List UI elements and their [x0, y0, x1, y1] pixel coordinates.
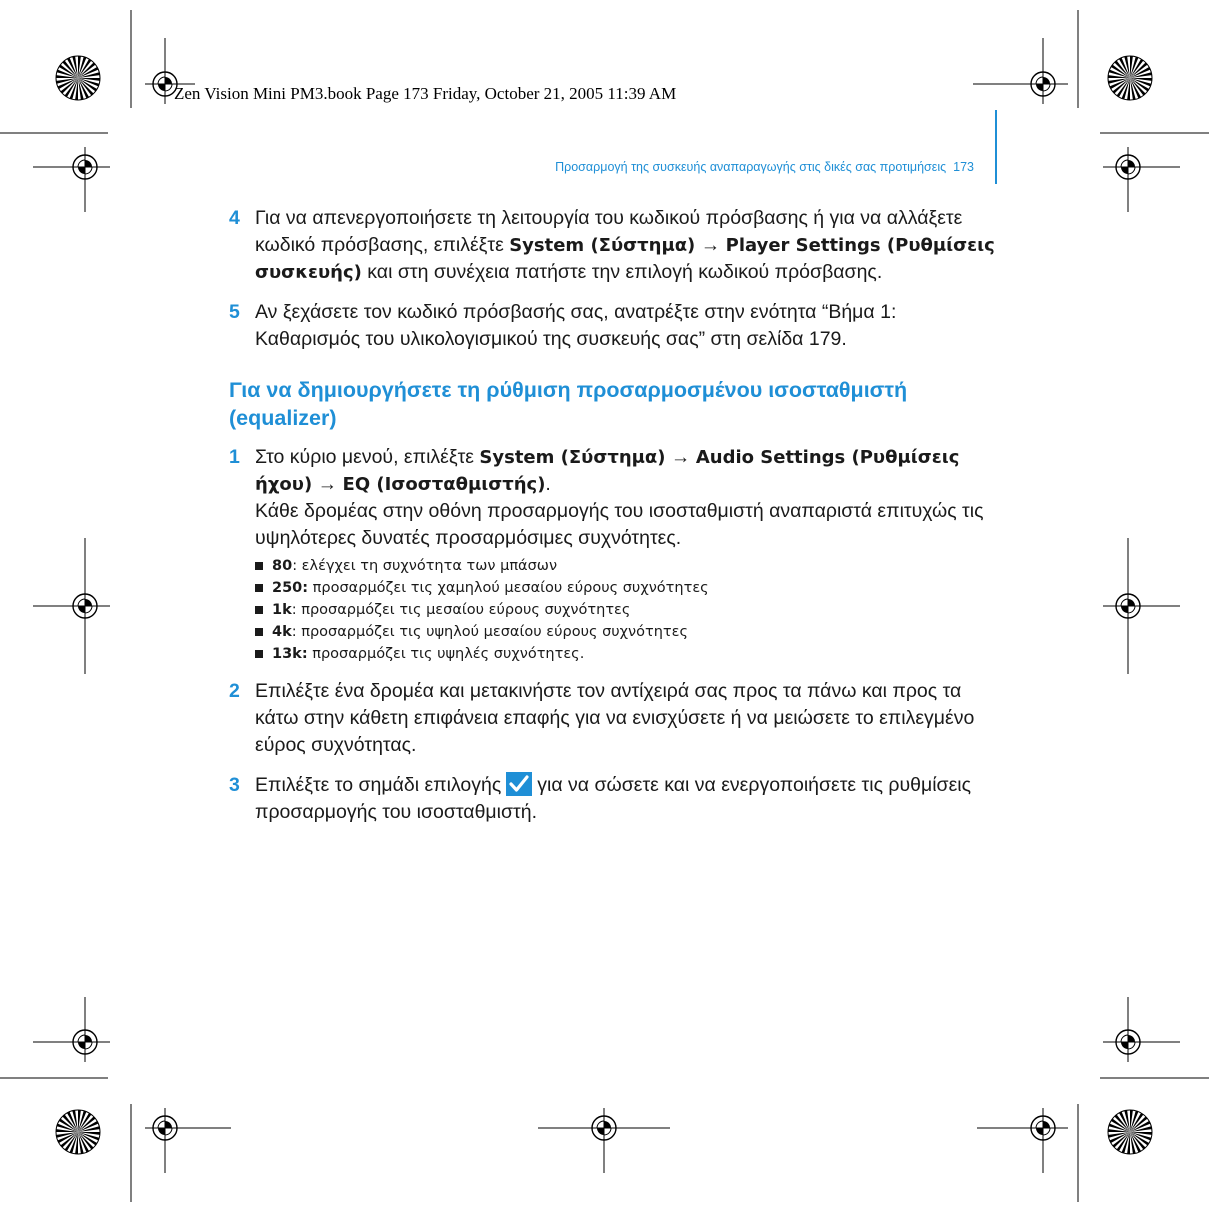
registration-mark-outline — [1121, 599, 1128, 606]
registration-mark-fill — [158, 1128, 165, 1135]
registration-mark-outline — [597, 1121, 604, 1128]
list-item — [255, 599, 999, 621]
page-number: 173 — [953, 160, 974, 174]
registration-mark-fill — [158, 84, 165, 91]
registration-mark-fill — [165, 77, 172, 84]
frequency-term: 80 — [272, 558, 293, 574]
registration-mark-fill — [1128, 1035, 1135, 1042]
registration-mark-fill — [604, 1121, 611, 1128]
registration-mark-fill — [1036, 84, 1043, 91]
step-text: Επιλέξτε ένα δρομέα και μετακινήστε τον αντίχειρά σας προς τα πάνω και προς τα κάτω στην κάθετη επιφάνεια επαφής για να ενισχύσετε ή να μειώσετε το επιλεγμένο εύρος συχνότητας. — [255, 680, 975, 756]
registration-mark-outline — [78, 160, 85, 167]
step-text: Αν ξεχάσετε τον κωδικό πρόσβασής σας, ανατρέξτε στην ενότητα “Βήμα 1: Καθαρισμός του υλικολογισμικού της συσκευής σας” στη σελίδα 179. — [255, 301, 897, 350]
text-run: Για να απενεργοποιήσετε τη λειτουργία του κωδικού πρόσβασης ή για να αλλάξετε κωδικό πρόσβασης, επιλέξτε — [255, 207, 963, 256]
registration-mark-outline — [604, 1128, 611, 1135]
registration-mark-fill — [78, 606, 85, 613]
menu-path-system: System (Σύστημα) — [509, 235, 696, 256]
registration-mark-outline — [85, 606, 92, 613]
registration-mark-fill — [1128, 599, 1135, 606]
eq-step-3 — [229, 772, 999, 826]
registration-mark-fill — [1121, 1042, 1128, 1049]
registration-mark-outline — [1036, 77, 1043, 84]
page-content — [229, 205, 999, 839]
registration-mark-fill — [85, 599, 92, 606]
frequency-desc: : ελέγχει τη συχνότητα των μπάσων — [292, 558, 558, 574]
registration-mark-outline — [78, 599, 85, 606]
step-text — [255, 205, 999, 286]
registration-mark-fill — [597, 1128, 604, 1135]
frequency-desc: : προσαρμόζει τις υψηλού μεσαίου εύρους συχνότητες — [291, 624, 688, 640]
text-run: και στη συνέχεια πατήστε την επιλογή κωδικού πρόσβασης. — [361, 261, 883, 283]
menu-path-eq: EQ (Ισοσταθμιστής) — [342, 474, 546, 495]
eq-step-2 — [229, 678, 999, 759]
registration-mark-fill — [85, 1035, 92, 1042]
menu-path-player-settings: Player Settings (Ρυθμίσεις συσκευής) — [255, 235, 995, 283]
list-item — [255, 621, 999, 643]
step-description: Κάθε δρομέας στην οθόνη προσαρμογής του ισοσταθμιστή αναπαριστά επιτυχώς τις υψηλότερες δυνατές προσαρμόσιμες συχνότητες. — [255, 500, 984, 549]
registration-mark-outline — [158, 77, 165, 84]
frequency-term: 250: — [272, 580, 309, 596]
text-run: . — [545, 473, 551, 495]
registration-mark-outline — [1128, 606, 1135, 613]
registration-mark-outline — [1128, 167, 1135, 174]
text-run: Επιλέξτε το σημάδι επιλογής — [255, 774, 502, 796]
registration-mark-fill — [1043, 1121, 1050, 1128]
registration-mark-fill — [1043, 77, 1050, 84]
frequency-desc: προσαρμόζει τις χαμηλού μεσαίου εύρους συχνότητες — [308, 580, 709, 596]
registration-mark-outline — [165, 84, 172, 91]
arrow: → — [312, 473, 343, 495]
arrow: → — [665, 446, 696, 468]
registration-mark-fill — [1121, 606, 1128, 613]
registration-mark-fill — [78, 1042, 85, 1049]
registration-mark-outline — [1121, 160, 1128, 167]
step-text — [255, 444, 999, 665]
registration-mark-fill — [85, 160, 92, 167]
registration-mark-fill — [78, 167, 85, 174]
step-instruction — [255, 444, 999, 498]
menu-path-audio-settings: Audio Settings (Ρυθμίσεις ήχου) — [255, 447, 960, 495]
frequency-term: 1k — [272, 602, 292, 618]
registration-mark-outline — [85, 167, 92, 174]
registration-mark-outline — [1043, 1128, 1050, 1135]
list-item — [255, 555, 999, 577]
running-head — [555, 160, 974, 174]
registration-mark-outline — [1036, 1121, 1043, 1128]
registration-mark-fill — [165, 1121, 172, 1128]
step-5 — [229, 299, 999, 353]
frequency-term: 13k: — [272, 646, 308, 662]
menu-path-system: System (Σύστημα) — [479, 447, 666, 468]
step-number: 5 — [229, 301, 240, 323]
step-number: 3 — [229, 774, 240, 796]
registration-mark-outline — [1128, 1042, 1135, 1049]
frequency-desc: προσαρμόζει τις υψηλές συχνότητες. — [307, 646, 585, 662]
running-head-rule — [995, 110, 997, 184]
book-slug: Zen Vision Mini PM3.book Page 173 Friday, October 21, 2005 11:39 AM — [174, 84, 677, 103]
frequency-term: 4k — [272, 624, 292, 640]
text-run: Στο κύριο μενού, επιλέξτε — [255, 446, 480, 468]
step-number: 1 — [229, 446, 240, 468]
registration-mark-fill — [1121, 167, 1128, 174]
running-head-title: Προσαρμογή της συσκευής αναπαραγωγής στις δικές σας προτιμήσεις — [555, 160, 947, 174]
registration-mark-outline — [85, 1042, 92, 1049]
registration-mark-outline — [165, 1128, 172, 1135]
list-item — [255, 577, 999, 599]
step-4 — [229, 205, 999, 286]
registration-mark-outline — [1121, 1035, 1128, 1042]
registration-mark-outline — [158, 1121, 165, 1128]
registration-mark-outline — [1043, 84, 1050, 91]
arrow: → — [695, 234, 726, 256]
frequency-desc: : προσαρμόζει τις μεσαίου εύρους συχνότητες — [291, 602, 631, 618]
section-title: Για να δημιουργήσετε τη ρύθμιση προσαρμοσμένου ισοσταθμιστή (equalizer) — [229, 378, 908, 430]
step-text — [255, 772, 999, 826]
eq-step-1 — [229, 444, 999, 665]
registration-mark-outline — [78, 1035, 85, 1042]
step-number: 2 — [229, 680, 240, 702]
registration-mark-fill — [1036, 1128, 1043, 1135]
text-run: για να σώσετε και να ενεργοποιήσετε τις ρυθμίσεις προσαρμογής του ισοσταθμιστή. — [255, 774, 972, 823]
frequency-list — [255, 555, 999, 665]
registration-mark-fill — [1128, 160, 1135, 167]
step-number: 4 — [229, 207, 240, 229]
list-item — [255, 643, 999, 665]
check-icon — [506, 772, 532, 796]
